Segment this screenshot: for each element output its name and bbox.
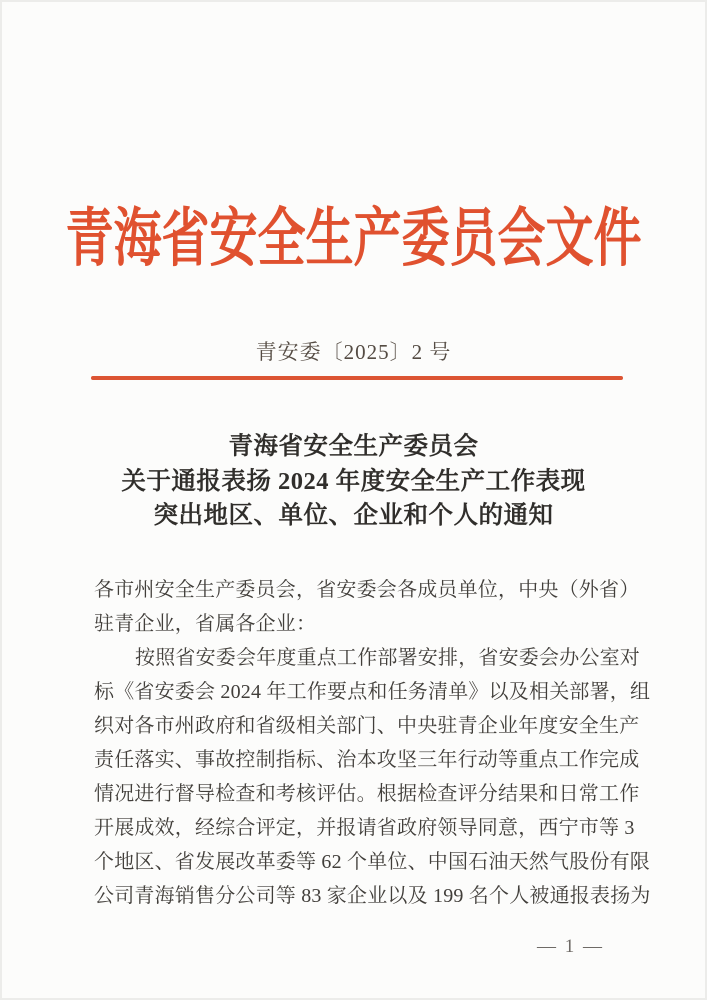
page-number: — 1 — <box>537 936 604 957</box>
body-line: 责任落实、事故控制指标、治本攻坚三年行动等重点工作完成 <box>94 749 640 771</box>
body-line: 情况进行督导检查和考核评估。根据检查评分结果和日常工作 <box>94 783 640 805</box>
title-line-2: 关于通报表扬 2024 年度安全生产工作表现 <box>121 467 586 495</box>
red-separator-rule <box>91 376 623 380</box>
body-line: 个地区、省发展改革委等 62 个单位、中国石油天然气股份有限 <box>94 851 650 873</box>
body-line: 开展成效，经综合评定，并报请省政府领导同意，西宁市等 3 <box>94 817 635 839</box>
document-body <box>94 573 651 913</box>
body-line: 各市州安全生产委员会，省安委会各成员单位，中央（外省） <box>94 579 640 601</box>
document-number: 青安委〔2025〕2 号 <box>255 340 452 364</box>
body-line: 标《省安委会 2024 年工作要点和任务清单》以及相关部署，组 <box>94 681 651 703</box>
title-line-1: 青海省安全生产委员会 <box>228 433 479 460</box>
document-letterhead: 青海省安全生产委员会文件 <box>65 204 642 275</box>
document-title <box>2 430 705 534</box>
title-line-3: 突出地区、单位、企业和个人的通知 <box>153 502 554 529</box>
body-line: 织对各市州政府和省级相关部门、中央驻青企业年度安全生产 <box>94 715 640 737</box>
body-line: 按照省安委会年度重点工作部署安排，省安委会办公室对 <box>135 647 640 669</box>
body-line: 公司青海销售分公司等 83 家企业以及 199 名个人被通报表扬为 <box>94 885 651 907</box>
body-line: 驻青企业，省属各企业： <box>94 613 317 635</box>
